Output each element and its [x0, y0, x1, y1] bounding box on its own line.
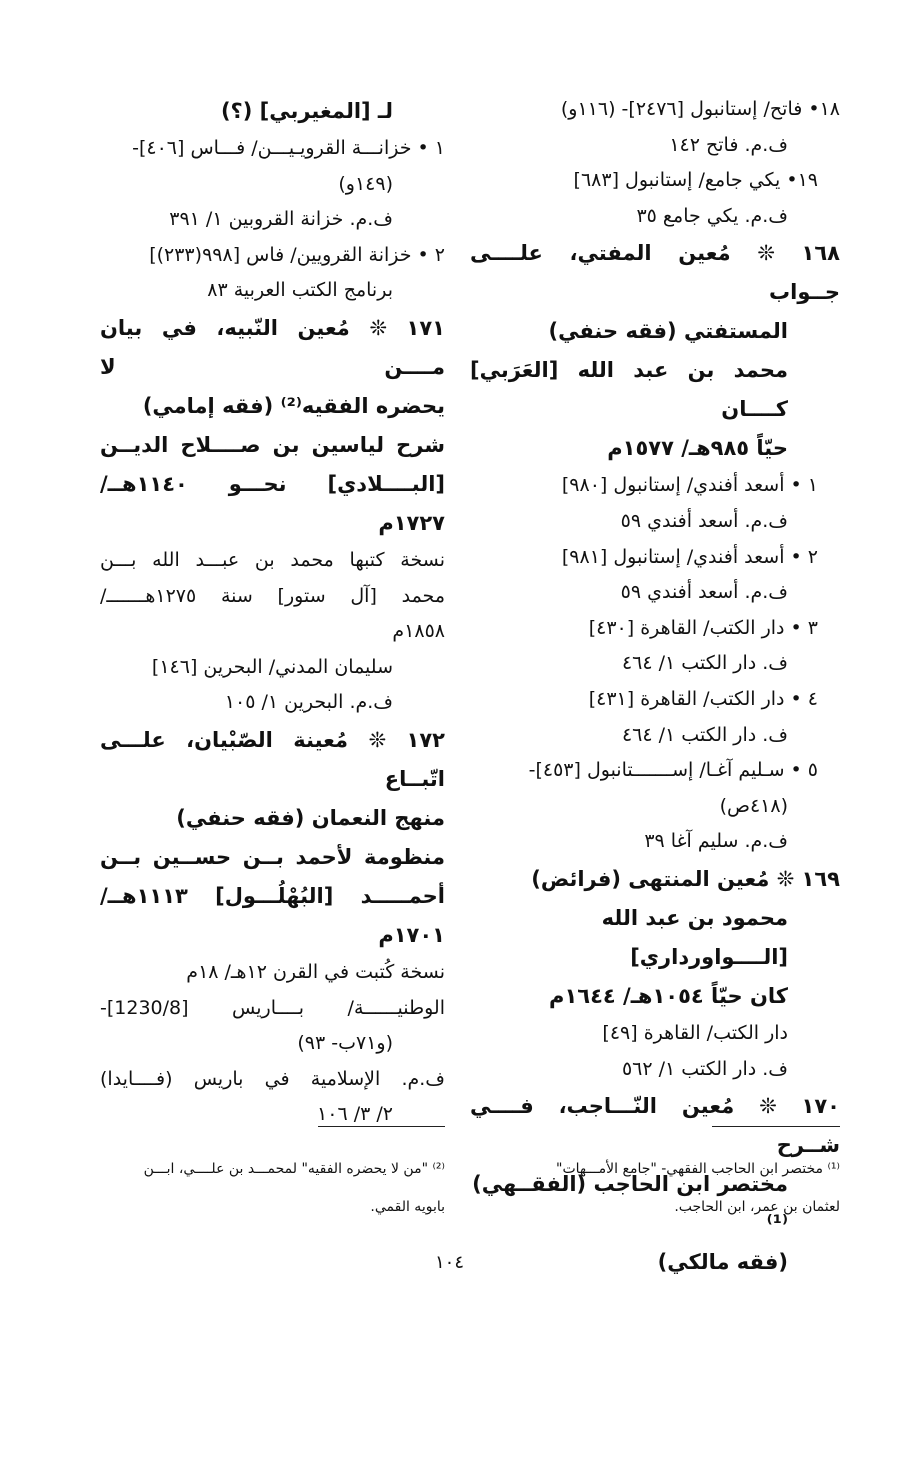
text-line: ف.م. خزانة القروبين ١/ ٣٩١ — [169, 208, 393, 231]
text-line: محمد [آل ستور] سنة ١٢٧٥هـــــــ/ — [100, 584, 445, 607]
text-line: الوطنيــــــة/ بــــاريس [1230/8]- — [100, 996, 445, 1019]
text-line: ف.م. أسعد أفندي ٥٩ — [620, 509, 788, 532]
right-column — [470, 92, 840, 1282]
left-column — [100, 92, 445, 1133]
text-line: ف.م. يكي جامع ٣٥ — [636, 204, 788, 227]
text-line: حيّاً ٩٨٥هـ/ ١٥٧٧م — [607, 436, 788, 461]
text-line: ١٨• فاتح/ إستانبول [٢٤٧٦]- (١١٦و) — [560, 98, 840, 120]
text-line: يحضره الفقيه⁽²⁾ (فقه إمامي) — [142, 393, 445, 418]
text-line: كان حيّاً ١٠٥٤هـ/ ١٦٤٤م — [549, 983, 788, 1008]
text-line: ف.م. البحرين ١/ ١٠٥ — [224, 691, 393, 714]
text-line: ف.م. سليم آغا ٣٩ — [644, 830, 788, 853]
text-line: محمود بن عبد الله [الــــواورداري] — [601, 905, 788, 969]
text-line: (و٧١ب- ٩٣) — [297, 1032, 393, 1055]
text-line: نسخة كُتبت في القرن ١٢هـ/ ١٨م — [186, 960, 445, 983]
footnote-divider-left — [318, 1126, 445, 1127]
footnote-left — [100, 1150, 445, 1226]
text-line: منظومة لأحمد بــن حســين بــن — [100, 844, 445, 869]
text-line: ١٦٩ ❊ مُعين المنتهى (فرائض) — [531, 866, 840, 891]
text-line: ٣ • دار الكتب/ القاهرة [٤٣٠] — [588, 616, 818, 639]
text-line: لـ [المغيربي] (؟) — [220, 99, 393, 123]
text-line: ف.م. الإسلامية في باريس (فــــايدا) — [100, 1067, 445, 1090]
text-line: منهج النعمان (فقه حنفي) — [176, 805, 445, 830]
footnote-right-line-1: ⁽¹⁾ مختصر ابن الحاجب الفقهي- "جامع الأمـــهات" — [556, 1161, 840, 1177]
text-line: ١٦٨ ❊ مُعين المفتي، علــــى جــواب — [470, 241, 840, 305]
text-line: ٤ • دار الكتب/ القاهرة [٤٣١] — [588, 687, 818, 710]
footnote-right-line-2: لعثمان بن عمر، ابن الحاجب. — [674, 1199, 840, 1215]
text-line: شرح لياسين بن صــــلاح الديــن — [100, 432, 445, 457]
text-line: محمد بن عبد الله [العَرَبي] كــــان — [470, 358, 788, 422]
text-line: المستفتي (فقه حنفي) — [548, 319, 788, 344]
text-line: ٥ • سـليم آغـا/ إســـــــتانبول [٤٥٣]- — [528, 759, 818, 782]
footnote-right — [470, 1150, 840, 1226]
text-line: ١٨٥٨م — [392, 620, 445, 643]
text-line: سليمان المدني/ البحرين [١٤٦] — [151, 655, 393, 678]
footnote-left-line-1: ⁽²⁾ "من لا يحضره الفقيه" لمحمـــد بن علــــي، ابـــن — [143, 1161, 445, 1177]
text-line: ف. دار الكتب ١/ ٤٦٤ — [621, 723, 788, 746]
text-line: ٢/ ٣/ ١٠٦ — [317, 1103, 393, 1126]
page-number: ١٠٤ — [434, 1252, 464, 1273]
text-line: ف.م. فاتح ١٤٢ — [669, 133, 788, 156]
text-line: مختصر ابن الحاجب (الفقــهي)⁽¹⁾ — [472, 1172, 788, 1236]
footnote-divider-right — [712, 1126, 840, 1127]
text-line: نسخة كتبها محمد بن عبـــد الله بـــن — [100, 548, 445, 571]
text-line: (٤١٨ص) — [719, 794, 788, 817]
text-line: ٢ • خزانة القرويين/ فاس [٩٩٨(٢٣٣)] — [149, 243, 445, 266]
text-line: (١٤٩و) — [338, 172, 393, 195]
text-line: (فقه مالكي) — [657, 1250, 788, 1275]
text-line: ف. دار الكتب ١/ ٥٦٢ — [621, 1057, 788, 1080]
text-line: ١٩• يكي جامع/ إستانبول [٦٨٣] — [573, 169, 818, 192]
text-line: أحمـــــد [البُهْلُـــول] ١١١٣هــ/ — [100, 883, 445, 908]
text-line: ف.م. أسعد أفندي ٥٩ — [620, 581, 788, 604]
text-line: [البــــلادي] نحـــو ١١٤٠هــ/ — [100, 471, 445, 496]
text-line: ٢ • أسعد أفندي/ إستانبول [٩٨١] — [561, 545, 818, 568]
text-line: ف. دار الكتب ١/ ٤٦٤ — [621, 652, 788, 675]
text-line: ١ • خزانـــة القرويـيـــن/ فـــاس [٤٠٦]- — [132, 137, 445, 159]
text-line: ١ • أسعد أفندي/ إستانبول [٩٨٠] — [561, 474, 818, 497]
text-line: ١٧١ ❊ مُعين النّبيه، في بيان مــــن لا — [100, 315, 445, 379]
text-line: دار الكتب/ القاهرة [٤٩] — [602, 1021, 788, 1044]
text-line: برنامج الكتب العربية ٨٣ — [207, 279, 393, 302]
footnote-left-line-2: بابويه القمي. — [370, 1199, 445, 1215]
text-line: ١٧٠ ❊ مُعين النّـــاجب، فــــي شــرح — [470, 1094, 840, 1158]
text-line: ١٧٢ ❊ مُعينة الصّبْيان، علـــى اتّبــاع — [100, 727, 445, 791]
text-line: ١٧٠١م — [378, 922, 445, 947]
text-line: ١٧٢٧م — [378, 510, 445, 535]
